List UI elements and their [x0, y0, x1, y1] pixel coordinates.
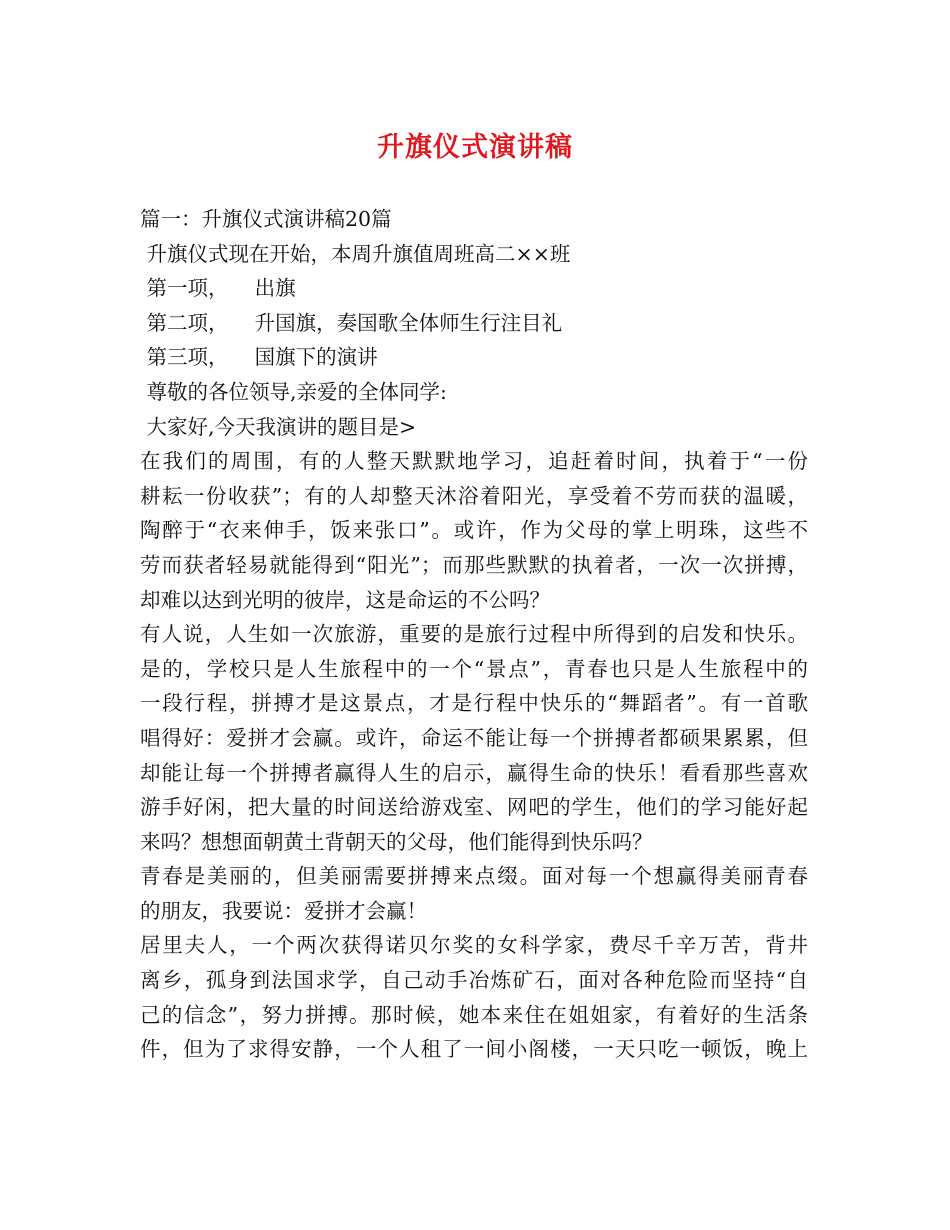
document-title: 升旗仪式演讲稿 [377, 132, 573, 163]
body-line: 件，但为了求得安静，一个人租了一间小阁楼，一天只吃一顿饭，晚上 [140, 1037, 808, 1062]
body-line: 青春是美丽的，但美丽需要拼搏来点缀。面对每一个想赢得美丽青春 [140, 864, 808, 889]
body-line: 劳而获者轻易就能得到“阳光”；而那些默默的执着者，一次一次拼搏， [140, 552, 808, 577]
body-line: 唱得好：爱拼才会赢。或许，命运不能让每一个拼搏者都硕果累累，但 [140, 725, 808, 750]
body-line: 居里夫人，一个两次获得诺贝尔奖的女科学家，费尽千辛万苦，背井 [140, 933, 808, 958]
body-line: 一段行程，拼搏才是这景点，才是行程中快乐的“舞蹈者”。有一首歌 [140, 691, 808, 716]
document-body [140, 202, 808, 1067]
body-line: 第三项， 国旗下的演讲 [140, 345, 378, 370]
body-line: 离乡，孤身到法国求学，自己动手冶炼矿石，面对各种危险而坚持“自 [140, 968, 808, 993]
body-line: 第二项， 升国旗，奏国歌全体师生行注目礼 [140, 310, 563, 335]
body-line: 大家好,今天我演讲的题目是> [140, 414, 417, 439]
body-line: 升旗仪式现在开始，本周升旗值周班高二××班 [140, 241, 571, 266]
body-line: 有人说，人生如一次旅游，重要的是旅行过程中所得到的启发和快乐。 [140, 622, 808, 647]
body-line: 第一项， 出旗 [140, 276, 296, 301]
body-line: 在我们的周围，有的人整天默默地学习，追赶着时间，执着于“一份 [140, 449, 808, 474]
body-line: 尊敬的各位领导,亲爱的全体同学: [140, 379, 447, 404]
body-line: 耕耘一份收获”；有的人却整天沐浴着阳光，享受着不劳而获的温暖， [140, 483, 808, 508]
body-line: 的朋友，我要说：爱拼才会赢！ [140, 898, 427, 923]
body-line: 却难以达到光明的彼岸，这是命运的不公吗？ [140, 587, 550, 612]
body-line: 却能让每一个拼搏者赢得人生的启示，赢得生命的快乐！看看那些喜欢 [140, 760, 808, 785]
body-line: 篇一：升旗仪式演讲稿20篇 [140, 207, 392, 231]
body-line: 陶醉于“衣来伸手，饭来张口”。或许，作为父母的掌上明珠，这些不 [140, 518, 808, 543]
body-line: 游手好闲，把大量的时间送给游戏室、网吧的学生，他们的学习能好起 [140, 795, 808, 820]
body-line: 是的，学校只是人生旅程中的一个“景点”，青春也只是人生旅程中的 [140, 656, 808, 681]
body-line: 来吗？想想面朝黄土背朝天的父母，他们能得到快乐吗？ [140, 829, 653, 854]
body-line: 己的信念”，努力拼搏。那时候，她本来住在姐姐家，有着好的生活条 [140, 1002, 808, 1027]
